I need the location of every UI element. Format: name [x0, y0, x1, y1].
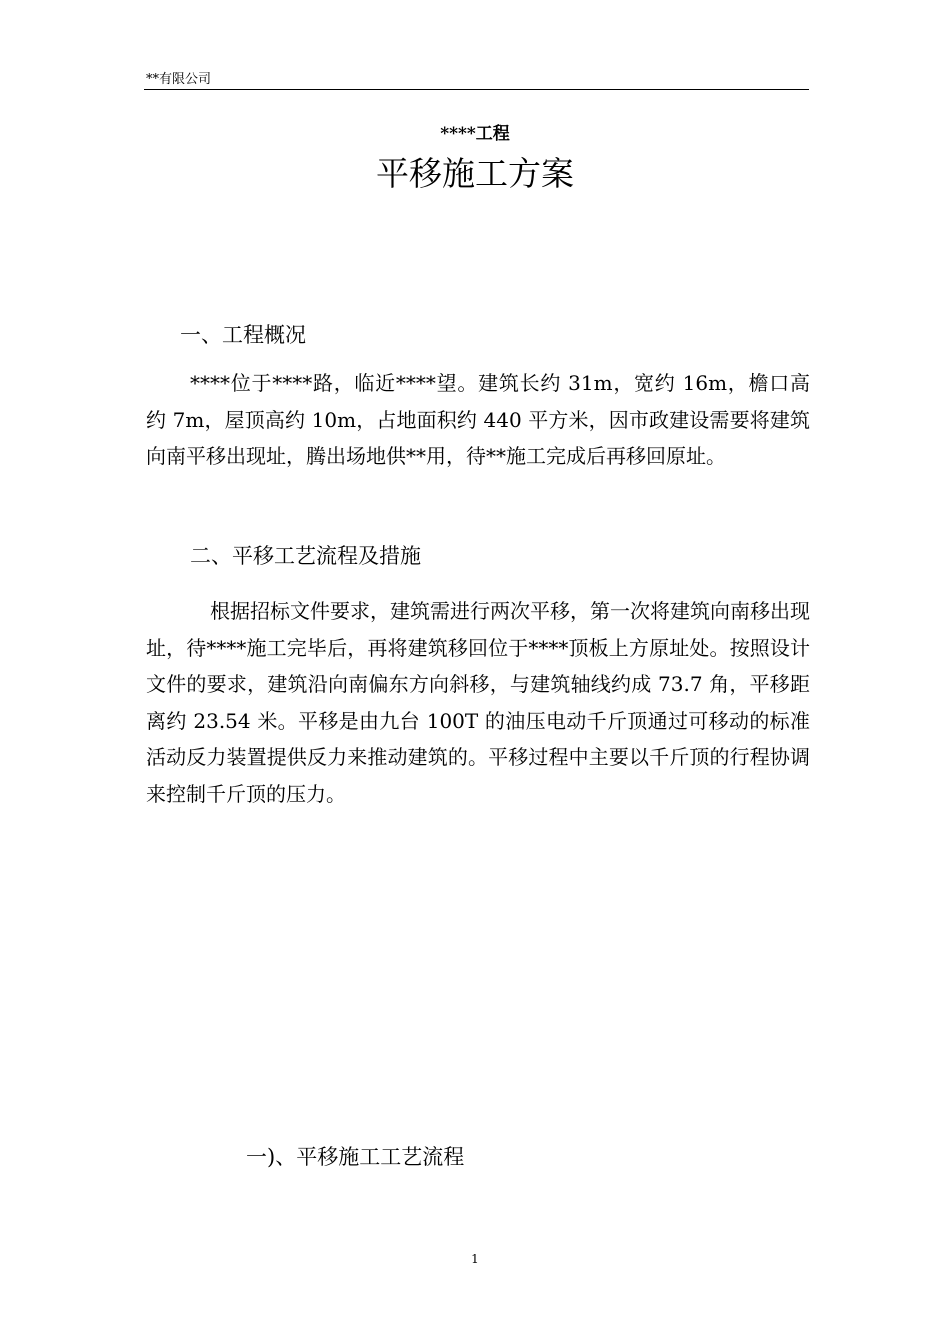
- page-number: 1: [471, 1252, 479, 1266]
- project-name: ****工程: [440, 124, 510, 144]
- section-heading-overview: 一、工程概况: [180, 323, 306, 347]
- document-title: 平移施工方案: [376, 154, 574, 193]
- section-paragraph-overview: ****位于****路，临近****望。建筑长约 31m，宽约 16m，檐口高约 7m，屋顶高约 10m，占地面积约 440 平方米，因市政建设需要将建筑向南平移出现址，腾出场地供**用，待**施工完成后再移回原址。: [146, 371, 810, 468]
- section-heading-process: 二、平移工艺流程及措施: [190, 544, 421, 568]
- section-paragraph-process: 根据招标文件要求，建筑需进行两次平移，第一次将建筑向南移出现址，待****施工完毕后，再将建筑移回位于****顶板上方原址处。按照设计文件的要求，建筑沿向南偏东方向斜移，与建筑轴线约成 73.7 角，平移距离约 23.54 米。平移是由九台 100T 的油压电动千斤顶通过可移动的标准活动反力装置提供反力来推动建筑的。平移过程中主要以千斤顶的行程协调来控制千斤顶的压力。: [146, 599, 810, 806]
- header-divider: [144, 89, 809, 90]
- subsection-heading: 一)、平移施工工艺流程: [246, 1145, 465, 1169]
- header-company: **有限公司: [146, 72, 212, 87]
